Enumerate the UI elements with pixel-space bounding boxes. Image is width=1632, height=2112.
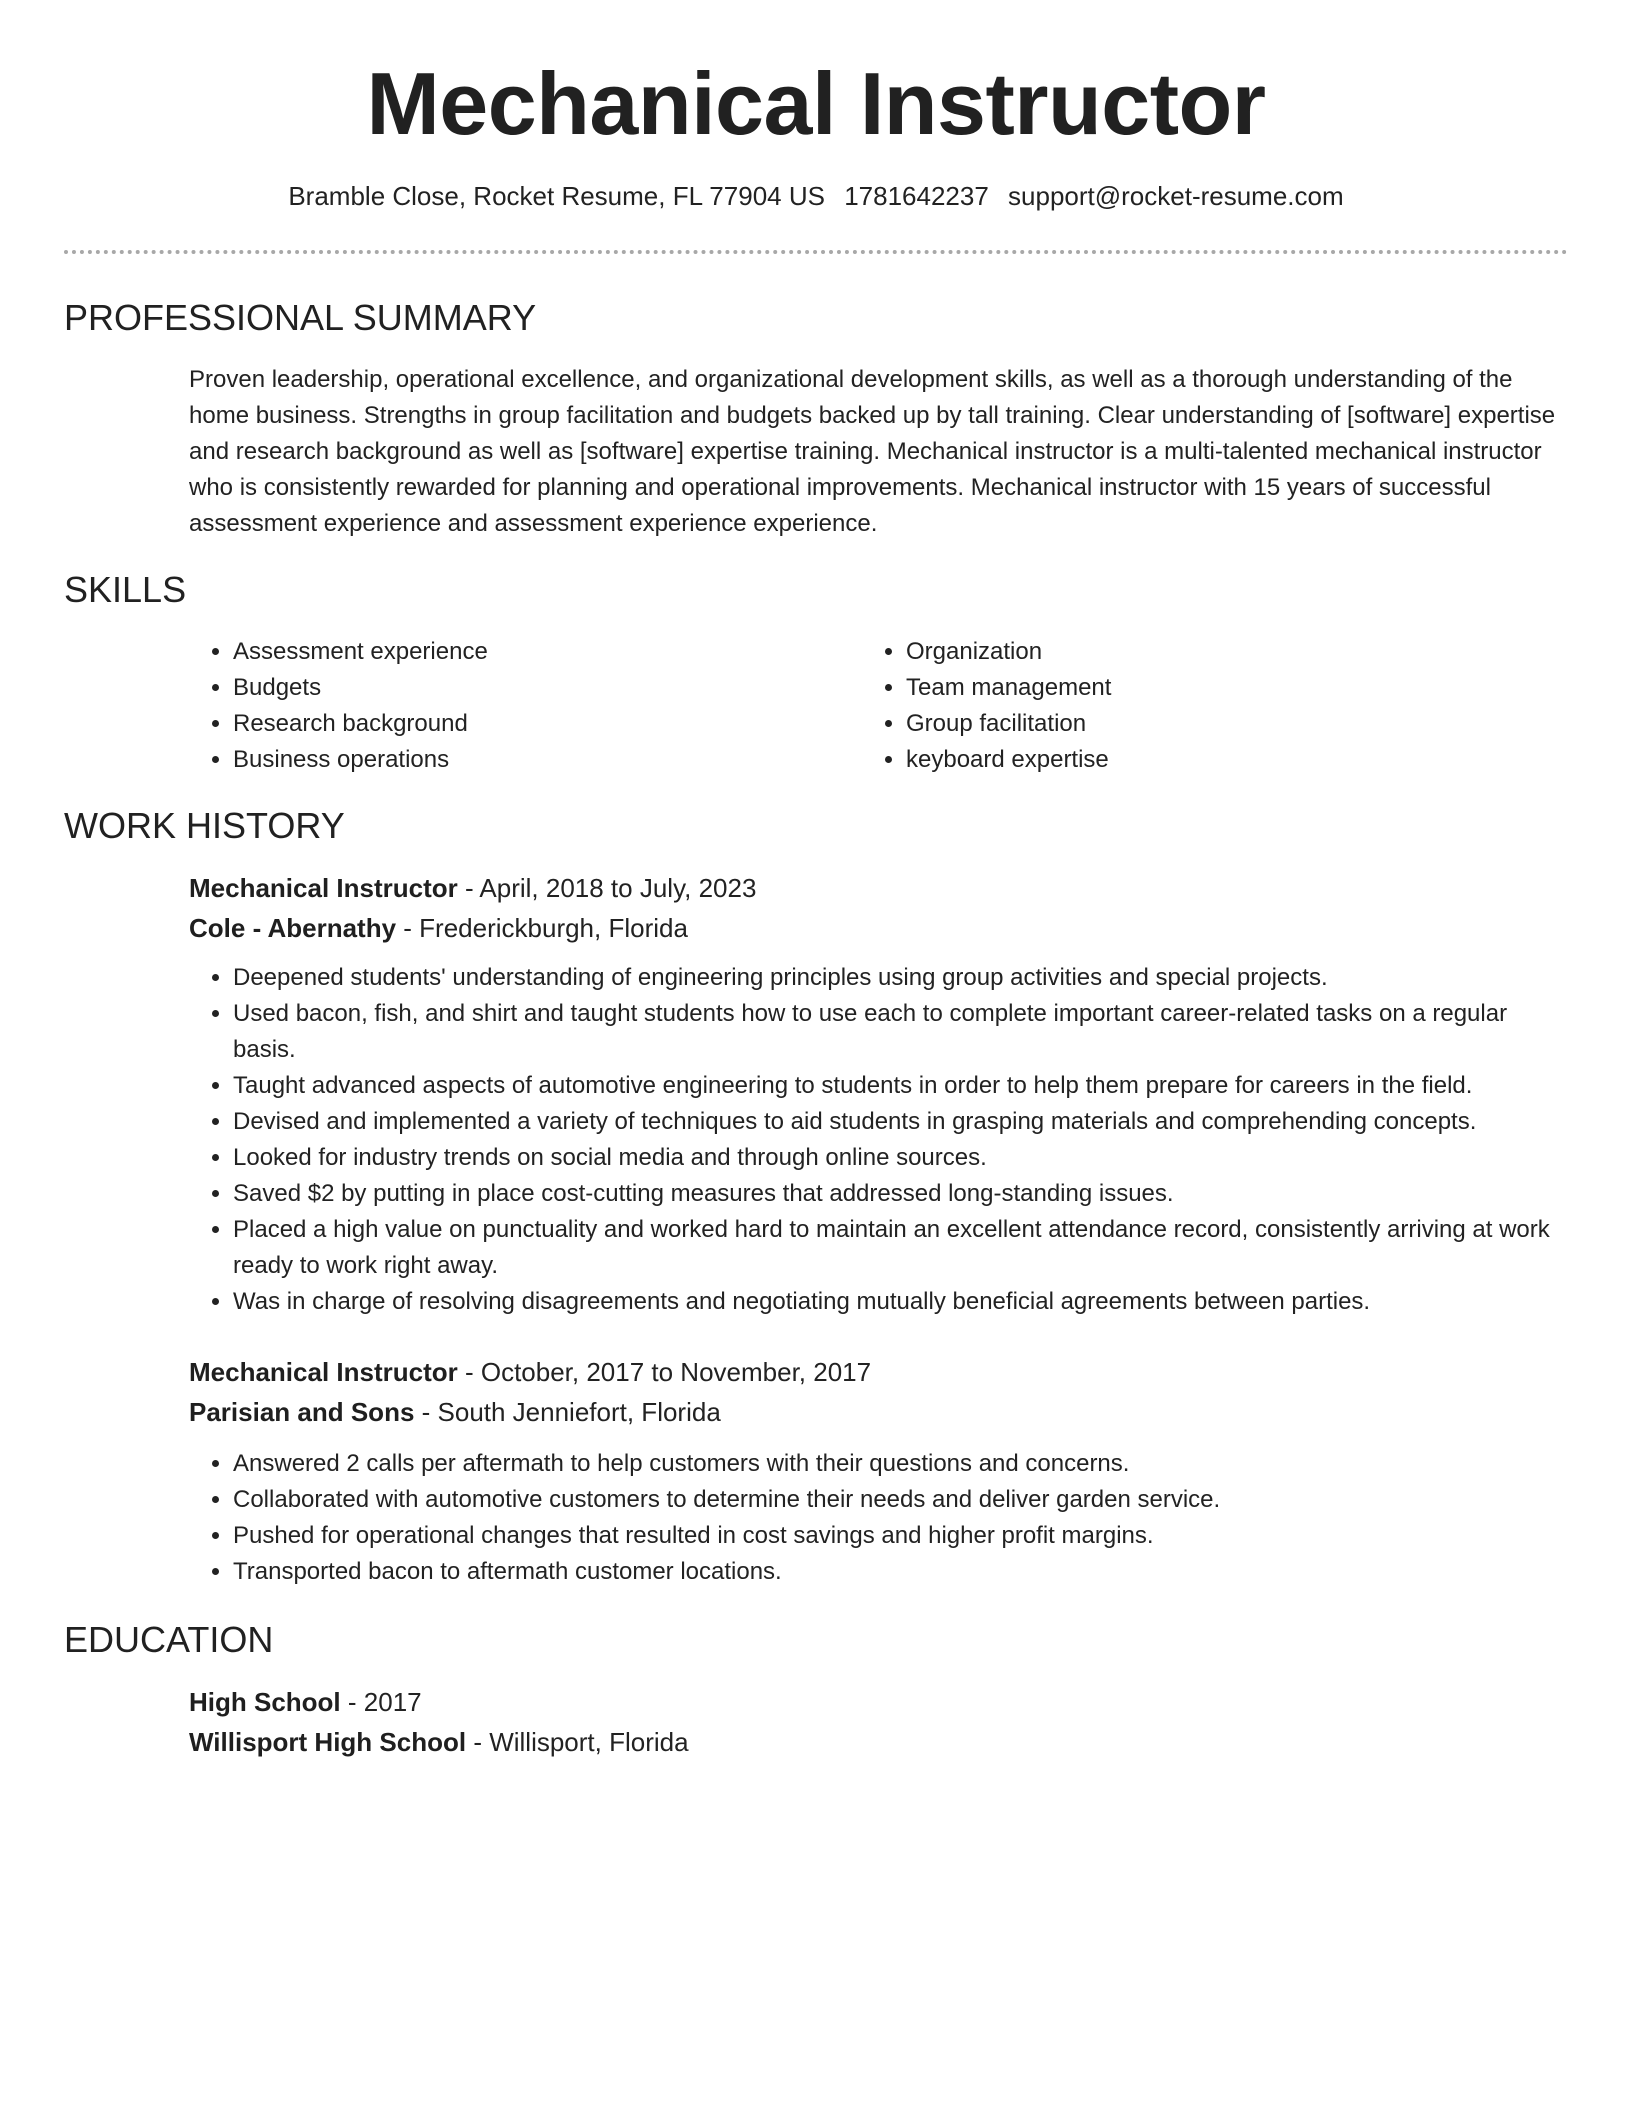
job-location: - South Jenniefort, Florida <box>414 1397 721 1427</box>
section-title-work: WORK HISTORY <box>64 805 345 846</box>
job-duty: • Looked for industry trends on social media and through online sources. <box>233 1140 1564 1176</box>
job-title-line <box>189 868 1564 908</box>
contact-email[interactable]: support@rocket-resume.com <box>1008 181 1344 211</box>
job-company: Parisian and Sons <box>189 1397 415 1427</box>
candidate-name: Mechanical Instructor <box>366 54 1266 153</box>
job-entry <box>189 868 1564 1320</box>
skills-column-right <box>862 634 1502 778</box>
skill-item: • Organization <box>906 634 1502 670</box>
job-duty: • Pushed for operational changes that resulted in cost savings and higher profit margins. <box>233 1518 1564 1554</box>
skill-item: • Team management <box>906 670 1502 706</box>
education-year: - 2017 <box>340 1687 422 1717</box>
header-divider <box>64 250 1568 254</box>
job-title-line <box>189 1352 1564 1392</box>
job-dates: - October, 2017 to November, 2017 <box>457 1357 872 1387</box>
job-duty: • Taught advanced aspects of automotive engineering to students in order to help them prepare for careers in the field. <box>233 1068 1564 1104</box>
skills-list-left <box>189 634 829 778</box>
job-duty: • Transported bacon to aftermath customer locations. <box>233 1554 1564 1590</box>
job-location: - Frederickburgh, Florida <box>396 913 688 943</box>
job-company: Cole - Abernathy <box>189 913 397 943</box>
contact-address: Bramble Close, Rocket Resume, FL 77904 US <box>288 181 825 211</box>
job-duty: • Used bacon, fish, and shirt and taught students how to use each to complete important career-related tasks on a regular basis. <box>233 996 1564 1068</box>
summary-text: Proven leadership, operational excellence, and organizational development skills, as well as a thorough understanding of the home business. Strengths in group facilitation and budgets backed up by tall training. Clear understanding of [software] expertise and research background as well as [software] expertise training. Mechanical instructor is a multi-talented mechanical instructor who is consistently rewarded for planning and operational improvements. Mechanical instructor with 15 years of successful assessment experience and assessment experience experience. <box>189 366 1556 537</box>
job-duty: • Deepened students' understanding of engineering principles using group activities and special projects. <box>233 960 1564 996</box>
job-company-line <box>189 908 1564 948</box>
skill-item: • keyboard expertise <box>906 742 1502 778</box>
section-title-skills: SKILLS <box>64 569 187 610</box>
job-dates: - April, 2018 to July, 2023 <box>457 873 757 903</box>
skills-list-right <box>862 634 1502 778</box>
education-entry <box>189 1682 1564 1762</box>
job-title: Mechanical Instructor <box>189 1357 458 1387</box>
education-school: Willisport High School <box>189 1727 467 1757</box>
job-duty: • Answered 2 calls per aftermath to help customers with their questions and concerns. <box>233 1446 1564 1482</box>
resume-page <box>64 0 1568 1757</box>
section-title-education: EDUCATION <box>64 1619 274 1660</box>
section-title-summary: PROFESSIONAL SUMMARY <box>64 297 537 338</box>
contact-line <box>64 180 1568 212</box>
job-duty: • Collaborated with automotive customers to determine their needs and deliver garden service. <box>233 1482 1564 1518</box>
education-school-line <box>189 1722 1564 1762</box>
job-duty: • Devised and implemented a variety of techniques to aid students in grasping materials and comprehending concepts. <box>233 1104 1564 1140</box>
skill-item: • Research background <box>233 706 829 742</box>
education-degree-line <box>189 1682 1564 1722</box>
contact-phone: 1781642237 <box>844 181 989 211</box>
skills-column-left <box>189 634 829 778</box>
job-entry <box>189 1352 1564 1590</box>
education-degree: High School <box>189 1687 341 1717</box>
summary-block <box>189 362 1564 542</box>
skill-item: • Business operations <box>233 742 829 778</box>
skill-item: • Budgets <box>233 670 829 706</box>
job-duties-list <box>189 960 1564 1320</box>
job-title: Mechanical Instructor <box>189 873 458 903</box>
job-duty: • Saved $2 by putting in place cost-cutting measures that addressed long-standing issues. <box>233 1176 1564 1212</box>
job-duty: • Placed a high value on punctuality and worked hard to maintain an excellent attendance record, consistently arriving at work ready to work right away. <box>233 1212 1564 1284</box>
job-duties-list <box>189 1446 1564 1590</box>
job-company-line <box>189 1392 1564 1432</box>
education-location: - Willisport, Florida <box>466 1727 689 1757</box>
job-duty: • Was in charge of resolving disagreements and negotiating mutually beneficial agreements between parties. <box>233 1284 1564 1320</box>
skill-item: • Assessment experience <box>233 634 829 670</box>
skill-item: • Group facilitation <box>906 706 1502 742</box>
